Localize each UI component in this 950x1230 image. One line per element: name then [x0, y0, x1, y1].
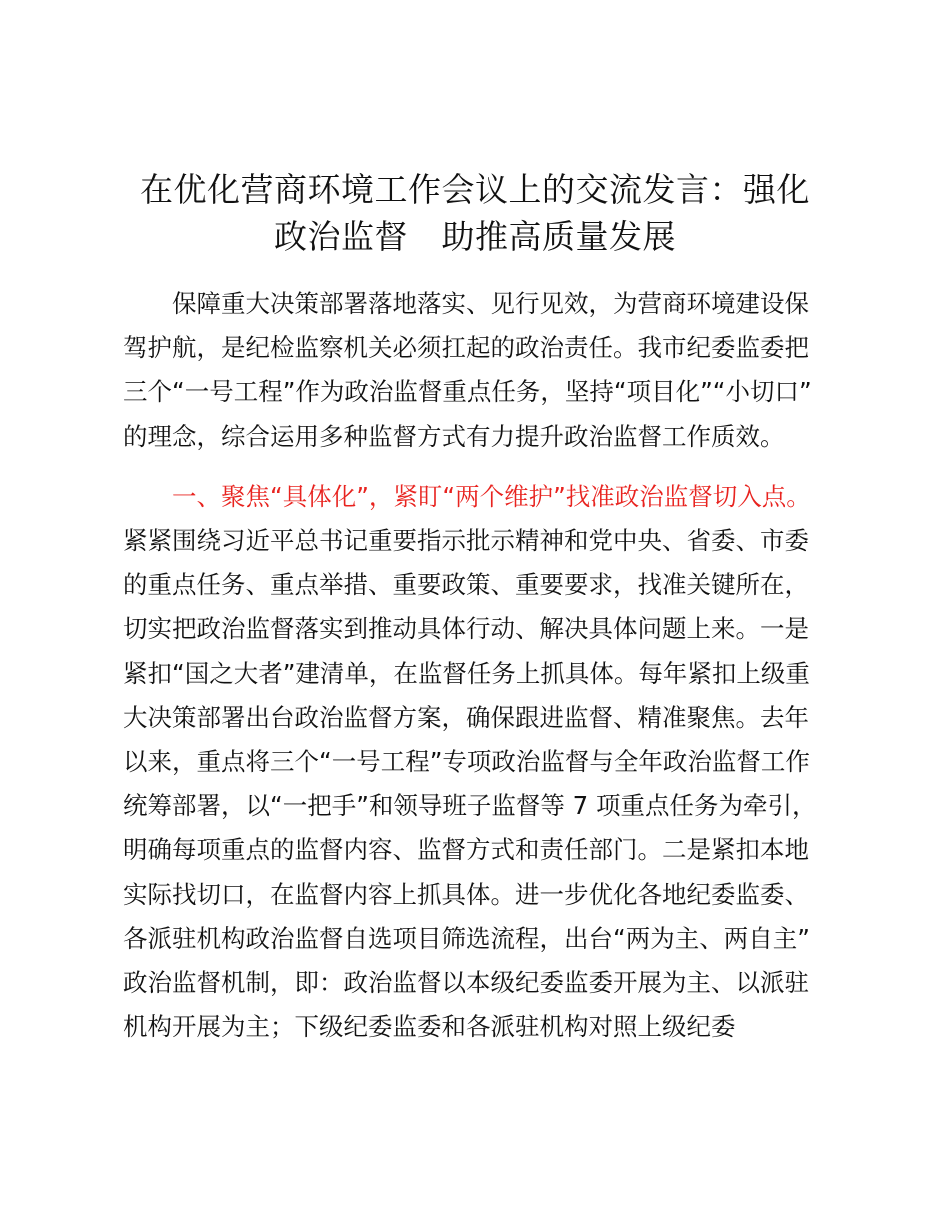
section-line-5: 大决策部署出台政治监督方案，确保跟进监督、精准聚焦。去年 [123, 702, 809, 732]
title-line-2: 政治监督 助推高质量发展 [274, 217, 676, 256]
section-line-10: 各派驻机构政治监督自选项目筛选流程，出台“两为主、两自主” [123, 923, 810, 953]
section-line-2: 的重点任务、重点举措、重要政策、重要要求，找准关键所在， [123, 570, 809, 600]
section-line-6: 以来，重点将三个“一号工程”专项政治监督与全年政治监督工作 [123, 747, 810, 777]
section-line-12: 机构开展为主；下级纪委监委和各派驻机构对照上级纪委 [123, 1012, 736, 1042]
section-line-1: 紧紧围绕习近平总书记重要指示批示精神和党中央、省委、市委 [123, 526, 809, 556]
document-title [120, 166, 830, 260]
section-line-4: 紧扣“国之大者”建清单，在监督任务上抓具体。每年紧扣上级重 [123, 658, 810, 688]
section-line-8: 明确每项重点的监督内容、监督方式和责任部门。二是紧扣本地 [123, 835, 809, 865]
paragraph-spacer [123, 459, 835, 475]
section-line-11: 政治监督机制，即：政治监督以本级纪委监委开展为主、以派驻 [123, 968, 809, 998]
title-line-1: 在优化营商环境工作会议上的交流发言：强化 [140, 170, 810, 209]
section-line-7: 统筹部署，以“一把手”和领导班子监督等 7 项重点任务为牵引， [123, 791, 817, 821]
intro-line-3: 三个“一号工程”作为政治监督重点任务，坚持“项目化”“小切口” [123, 377, 812, 407]
section-line-3: 切实把政治监督落实到推动具体行动、解决具体问题上来。一是 [123, 614, 809, 644]
section-one-paragraph [123, 475, 835, 1050]
intro-line-4: 的理念，综合运用多种监督方式有力提升政治监督工作质效。 [123, 421, 785, 451]
intro-line-1: 保障重大决策部署落地落实、见行见效，为营商环境建设保 [172, 289, 809, 318]
section-line-9: 实际找切口，在监督内容上抓具体。进一步优化各地纪委监委、 [123, 879, 809, 909]
intro-paragraph [123, 282, 835, 459]
section-one-heading: 一、聚焦“具体化”，紧盯“两个维护”找准政治监督切入点。 [172, 481, 811, 511]
intro-line-2: 驾护航，是纪检监察机关必须扛起的政治责任。我市纪委监委把 [123, 333, 809, 363]
document-body [123, 282, 835, 1049]
